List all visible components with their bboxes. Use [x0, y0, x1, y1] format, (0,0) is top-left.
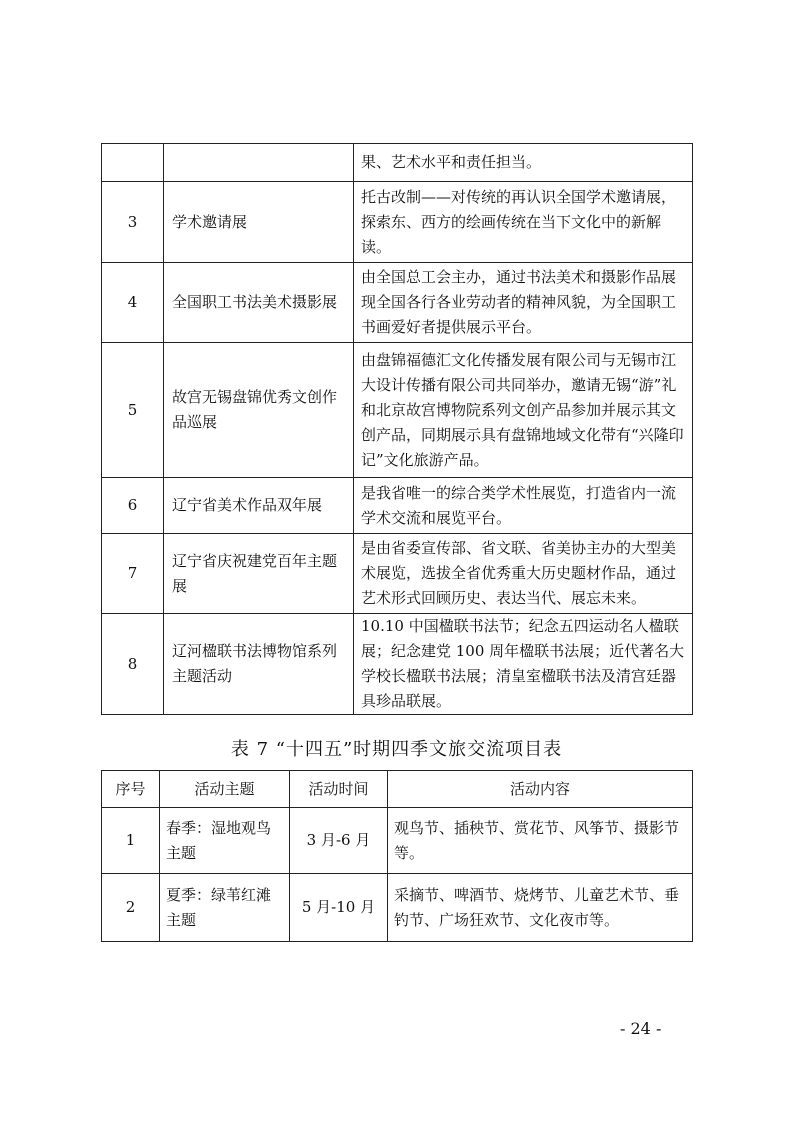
table-row — [102, 808, 693, 874]
exhibition-description: 是由省委宣传部、省文联、省美协主办的大型美术展览，选拔全省优秀重大历史题材作品，通过艺术形式回顾历史、表达当代、展忘未来。 — [354, 534, 693, 614]
exhibition-name: 辽宁省美术作品双年展 — [164, 478, 354, 534]
activity-content: 观鸟节、插秧节、赏花节、风筝节、摄影节等。 — [388, 808, 693, 874]
seasonal-activities-table — [101, 770, 693, 942]
activity-time: 3 月-6 月 — [290, 808, 388, 874]
exhibition-name: 辽宁省庆祝建党百年主题展 — [164, 534, 354, 614]
table-row — [102, 534, 693, 614]
row-number: 2 — [102, 874, 160, 942]
table-row — [102, 144, 693, 182]
table-row — [102, 874, 693, 942]
header-no: 序号 — [102, 771, 160, 808]
table-row — [102, 478, 693, 534]
table-row — [102, 614, 693, 715]
row-number: 5 — [102, 343, 164, 478]
row-number: 3 — [102, 182, 164, 263]
activity-content: 采摘节、啤酒节、烧烤节、儿童艺术节、垂钓节、广场狂欢节、文化夜市等。 — [388, 874, 693, 942]
row-number: 8 — [102, 614, 164, 715]
exhibition-description: 由全国总工会主办，通过书法美术和摄影作品展现全国各行各业劳动者的精神风貌，为全国职工书画爱好者提供展示平台。 — [354, 263, 693, 343]
exhibition-description: 由盘锦福德汇文化传播发展有限公司与无锡市江大设计传播有限公司共同举办，邀请无锡“游”礼和北京故宫博物院系列文创产品参加并展示其文创产品，同期展示具有盘锦地域文化带有“兴隆印记”文化旅游产品。 — [354, 343, 693, 478]
activity-theme: 春季：湿地观鸟主题 — [160, 808, 290, 874]
exhibition-name: 学术邀请展 — [164, 182, 354, 263]
header-content: 活动内容 — [388, 771, 693, 808]
table-row — [102, 343, 693, 478]
row-number: 7 — [102, 534, 164, 614]
exhibition-name: 全国职工书法美术摄影展 — [164, 263, 354, 343]
exhibition-description: 是我省唯一的综合类学术性展览，打造省内一流学术交流和展览平台。 — [354, 478, 693, 534]
table-caption: 表 7 “十四五”时期四季文旅交流项目表 — [230, 739, 563, 760]
activity-theme: 夏季：绿苇红滩主题 — [160, 874, 290, 942]
header-time: 活动时间 — [290, 771, 388, 808]
exhibition-name — [164, 144, 354, 182]
page-number: - 24 - — [620, 1019, 662, 1038]
activity-time: 5 月-10 月 — [290, 874, 388, 942]
exhibition-name: 故宫无锡盘锦优秀文创作品巡展 — [164, 343, 354, 478]
header-theme: 活动主题 — [160, 771, 290, 808]
table-row — [102, 263, 693, 343]
table-header-row — [102, 771, 693, 808]
exhibition-table — [101, 143, 693, 715]
row-number: 6 — [102, 478, 164, 534]
row-number — [102, 144, 164, 182]
exhibition-description: 果、艺术水平和责任担当。 — [354, 144, 693, 182]
row-number: 4 — [102, 263, 164, 343]
exhibition-description: 10.10 中国楹联书法节；纪念五四运动名人楹联展；纪念建党 100 周年楹联书法展；近代著名大学校长楹联书法展；清皇室楹联书法及清宫廷器具珍品联展。 — [354, 614, 693, 715]
row-number: 1 — [102, 808, 160, 874]
exhibition-name: 辽河楹联书法博物馆系列主题活动 — [164, 614, 354, 715]
table-row — [102, 182, 693, 263]
exhibition-description: 托古改制——对传统的再认识全国学术邀请展，探索东、西方的绘画传统在当下文化中的新解读。 — [354, 182, 693, 263]
